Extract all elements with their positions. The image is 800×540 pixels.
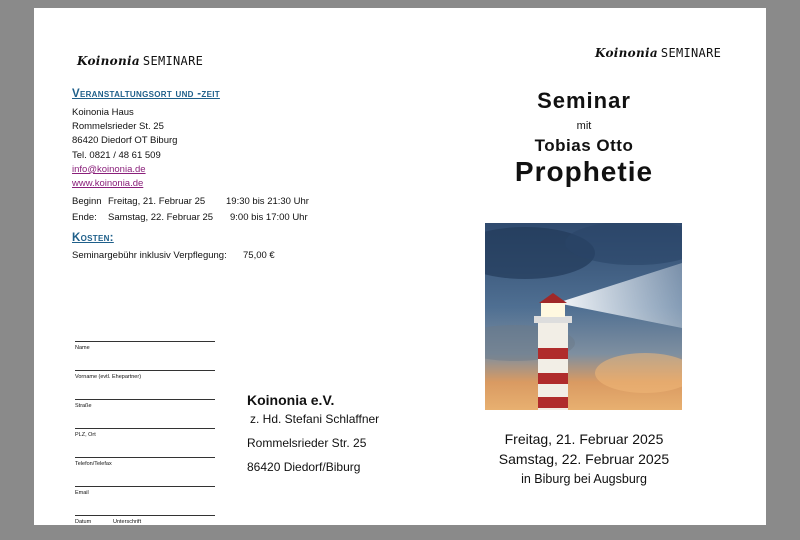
cost-value: 75,00 € bbox=[243, 250, 275, 261]
web-link[interactable]: www.koinonia.de bbox=[72, 178, 144, 190]
form-line[interactable] bbox=[75, 417, 215, 429]
form-label: Telefon/Telefax bbox=[75, 461, 112, 467]
form-label: Straße bbox=[75, 403, 92, 409]
date-block bbox=[474, 429, 694, 489]
logo-script: Koinonia bbox=[595, 46, 658, 60]
form-line[interactable] bbox=[75, 504, 215, 516]
venue-line: Koinonia Haus bbox=[72, 107, 134, 118]
right-logo bbox=[595, 46, 721, 60]
schedule-row-begin: Beginn Freitag, 21. Februar 25 19:30 bis 21:30 Uhr bbox=[72, 196, 309, 207]
speaker-name: Tobias Otto bbox=[534, 136, 634, 155]
title-block bbox=[464, 88, 704, 188]
org-street: Rommelsrieder Str. 25 bbox=[247, 436, 367, 450]
form-line[interactable] bbox=[75, 388, 215, 400]
schedule-row-end: Ende: Samstag, 22. Februar 25 9:00 bis 17:00 Uhr bbox=[72, 212, 308, 223]
cost-label: Seminargebühr inklusiv Verpflegung: bbox=[72, 250, 227, 261]
logo-text: SEMINARE bbox=[142, 54, 204, 68]
form-label: Email bbox=[75, 490, 89, 496]
venue-line: Tel. 0821 / 48 61 509 bbox=[72, 149, 161, 161]
cost-row bbox=[72, 249, 275, 263]
seminar-title: Prophetie bbox=[514, 156, 654, 187]
form-line[interactable] bbox=[75, 446, 215, 458]
form-line[interactable] bbox=[75, 359, 215, 371]
email-link[interactable]: info@koinonia.de bbox=[72, 163, 146, 175]
cost-heading: Kosten: bbox=[72, 232, 114, 244]
venue-line: Rommelsrieder St. 25 bbox=[72, 121, 164, 133]
venue-line: 86420 Diedorf OT Biburg bbox=[72, 135, 178, 147]
seminar-label: Seminar bbox=[537, 88, 631, 113]
form-line[interactable] bbox=[75, 475, 215, 487]
venue-address bbox=[72, 106, 177, 191]
form-label: Vorname (evtl. Ehepartner) bbox=[75, 374, 142, 380]
with-label: mit bbox=[576, 120, 592, 132]
form-label: Name bbox=[75, 345, 90, 351]
logo-text: SEMINARE bbox=[660, 46, 722, 60]
left-logo bbox=[77, 54, 203, 68]
form-label: PLZ, Ort bbox=[75, 432, 96, 438]
org-address bbox=[247, 392, 379, 474]
date-line-1: Freitag, 21. Februar 2025 bbox=[504, 431, 664, 447]
date-line-2: Samstag, 22. Februar 2025 bbox=[498, 451, 670, 467]
lighthouse-photo bbox=[485, 223, 682, 410]
org-attn: z. Hd. Stefani Schlaffner bbox=[250, 412, 380, 426]
form-label-date-signature: Datum Unterschrift bbox=[75, 519, 142, 525]
venue-heading: Veranstaltungsort und -zeit bbox=[72, 88, 220, 100]
schedule bbox=[72, 194, 309, 226]
org-name: Koinonia e.V. bbox=[247, 392, 335, 408]
location-line: in Biburg bei Augsburg bbox=[521, 472, 647, 486]
form-line[interactable] bbox=[75, 330, 215, 342]
registration-form bbox=[75, 330, 215, 533]
org-city: 86420 Diedorf/Biburg bbox=[247, 460, 361, 474]
brochure-page bbox=[34, 8, 766, 525]
logo-script: Koinonia bbox=[77, 54, 140, 68]
